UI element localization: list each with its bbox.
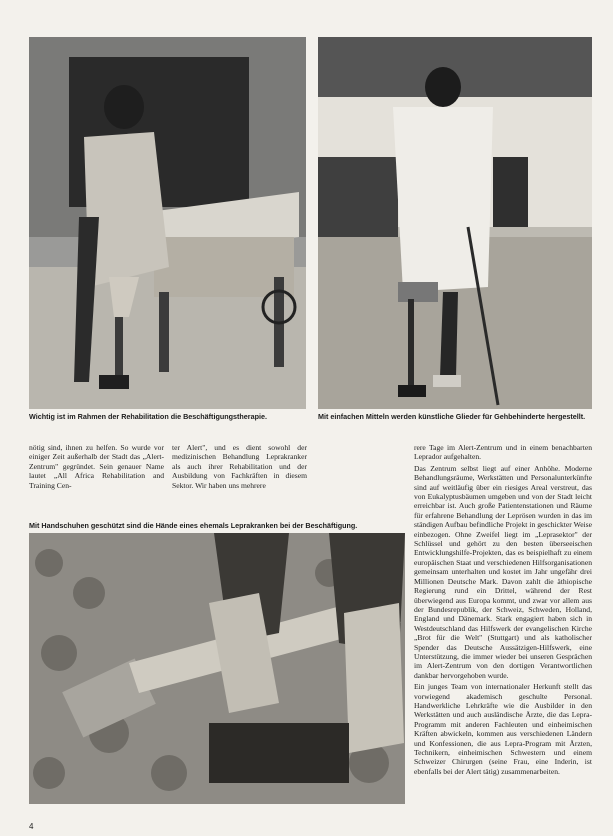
photo-prosthetic-drawing (318, 37, 592, 409)
text-column-1 (29, 443, 164, 490)
text-column-2-paragraph: ter Alert", und es dient sowohl der medizinischen Behandlung Leprakranker als auch ihrer Rehabilitation und der Ausbildung von Fachkräften in diesem Sektor. Wir haben uns mehrere (172, 443, 307, 490)
photo-gloves-drawing (29, 533, 405, 804)
page-number: 4 (29, 822, 34, 831)
text-column-2 (172, 443, 307, 490)
photo-gloved-hands-working (29, 533, 405, 804)
photo-prosthetic-leg (318, 37, 592, 409)
caption-middle: Mit Handschuhen geschützt sind die Hände eines ehemals Leprakranken bei der Beschäftigung. (29, 521, 358, 530)
text-column-3-paragraph-1: rere Tage im Alert-Zentrum und in einem benachbarten Leprador aufgehalten. (414, 443, 592, 462)
photo-workshop-occupational-therapy (29, 37, 306, 409)
text-column-3-paragraph-2: Das Zentrum selbst liegt auf einer Anhöhe. Moderne Behandlungsräume, Werkstätten und Personalunterkünfte sind auf weitläufig über ein riesiges Areal verstreut, das von Eukalyptusbäumen umgeben und von der Stadt leicht erreichbar ist. Auch große Patientenstationen und Räume für erfahrene Behandlung der Leprösen wurden in das im ständigen Aufbau befindliche Projekt in geschickter Weise einbezogen. Ohne Zweifel liegt im „Leprasektor" der Schlüssel und gehört zu den besten überseeischen Entwicklungshilfe-Projekten, das es beispielhaft zu einem europäischen Staat und verschiedenen Hilfsorganisationen gemeinsam unterhalten und kostet im Jahr ungefähr drei Millionen Deutsche Mark. Davon zahlt die äthiopische Regierung rund ein Drittel, während der Rest überwiegend aus Europa kommt, und zwar vor allem aus der Bundesrepublik, der Schweiz, Schweden, Holland, England und Dänemark. Stark engagiert haben sich in Westdeutschland das Hilfswerk der evangelischen Kirche „Brot für die Welt" (Stuttgart) und als katholischer Spender das Deutsche Aussätzigen-Hilfswerk, eine Unterstützung, die immer wieder bei unseren Gesprächen im Alert-Zentrum von den dortigen Verantwortlichen dankbar hervorgehoben wurde. (414, 463, 592, 680)
text-column-3-paragraph-3: Ein junges Team von internationaler Herkunft stellt das vorwiegend akademisch geschulte Personal. Handwerkliche Lehrkräfte wie die Ausbilder in den Werkstätten und auch ausländische Ärzte, die das Lepra-Programm mit anderen Fachleuten und einheimischen Kräften abwickeln, kommen aus verschiedenen Ländern und Konfessionen, die aus Lepra-Program mit Ärzten, Technikern, einheimischen Schwestern und einem Schweizer Chirurgen (seine Frau, eine Inderin, ist ebenfalls bei der Alert tätig) zusammenarbeiten. (414, 682, 592, 776)
text-column-1-paragraph: nötig sind, ihnen zu helfen. So wurde vor einiger Zeit außerhalb der Stadt das „Alert-Zentrum" gegründet. Sein genauer Name lautet „All Africa Rehabilitation and Training Cen- (29, 443, 164, 490)
caption-top-left: Wichtig ist im Rahmen der Rehabilitation die Beschäftigungstherapie. (29, 412, 267, 421)
caption-top-right: Mit einfachen Mitteln werden künstliche Glieder für Gehbehinderte hergestellt. (318, 412, 586, 421)
photo-workshop-drawing (29, 37, 306, 409)
text-column-3 (414, 443, 592, 776)
